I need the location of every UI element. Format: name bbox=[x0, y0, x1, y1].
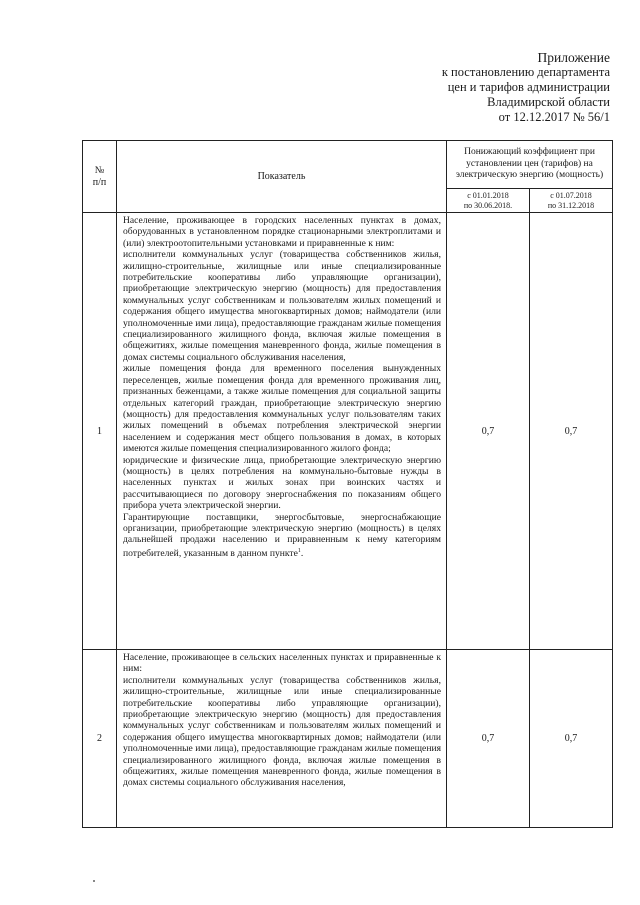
table-row bbox=[83, 650, 613, 828]
header-coefficient: Понижающий коэффициент при установлении цен (тарифов) на электрическую энергию (мощность) bbox=[447, 141, 613, 189]
table-row bbox=[83, 213, 613, 650]
header-line-4: от 12.12.2017 № 56/1 bbox=[498, 110, 610, 124]
header-title: Приложение bbox=[537, 50, 610, 65]
paragraph: Гарантирующие поставщики, энергосбытовые, энергоснабжающие организации, приобретающие электрическую энергию (мощность) в целях дальнейшей продажи населению и приравненным к нему категориям потребителей, указанным в данном пункте$^1$. bbox=[123, 511, 441, 559]
header-number: № п/п bbox=[83, 141, 117, 213]
coefficients-table bbox=[82, 140, 613, 828]
header-line-2: цен и тарифов администрации bbox=[447, 80, 610, 94]
paragraph: юридические и физические лица, приобретающие электрическую энергию (мощность) в целях потребления на коммунально-бытовые нужды в населенных пунктах и жилых зонах при воинских частях и рассчитывающиеся по договору энергоснабжения по показаниям общего прибора учета электрической энергии. bbox=[123, 454, 441, 512]
row-number: 2 bbox=[83, 650, 117, 828]
row-value-period-2: 0,7 bbox=[530, 650, 613, 828]
header-line-1: к постановлению департамента bbox=[441, 65, 610, 79]
header-indicator: Показатель bbox=[117, 141, 447, 213]
header-period-2: с 01.07.2018 по 31.12.2018 bbox=[530, 189, 613, 213]
row-value-period-2: 0,7 bbox=[530, 213, 613, 650]
row-indicator-text bbox=[117, 213, 447, 650]
paragraph-text: Гарантирующие поставщики, энергосбытовые, энергоснабжающие организации, приобретающие электрическую энергию (мощность) в целях дальнейшей продажи населению и приравненным к нему категориям потребителей, указанным в данном пункте bbox=[123, 511, 441, 559]
paragraph: Население, проживающее в сельских населенных пунктах и приравненные к ним: bbox=[123, 652, 441, 675]
paragraph: Население, проживающее в городских населенных пунктах в домах, оборудованных в установленном порядке стационарными электроплитами и (или) электроотопительными установками и приравненные к ним: bbox=[123, 215, 441, 249]
scan-speck bbox=[93, 880, 95, 882]
header-line-3: Владимирской области bbox=[487, 95, 610, 109]
paragraph: исполнители коммунальных услуг (товарищества собственников жилья, жилищно-строительные, жилищные или иные специализированные потребительские кооперативы либо управляющие организации), приобретающие электрическую энергию (мощность) для предоставления коммунальных услуг собственникам и пользователям жилых помещений и содержания общего имущества многоквартирных домов; наймодатели (или уполномоченные ими лица), предоставляющие гражданам жилые помещения специализированного жилищного фонда, включая жилые помещения в общежитиях, жилые помещения маневренного фонда, жилые помещения в домах системы социального обслуживания населения, bbox=[123, 249, 441, 363]
header-period-1: с 01.01.2018 по 30.06.2018. bbox=[447, 189, 530, 213]
row-indicator-text bbox=[117, 650, 447, 828]
row-value-period-1: 0,7 bbox=[447, 650, 530, 828]
row-number: 1 bbox=[83, 213, 117, 650]
paragraph: жилые помещения фонда для временного поселения вынужденных переселенцев, жилые помещения фонда для временного проживания лиц, признанных беженцами, а также жилые помещения для социальной защиты отдельных категорий граждан, приобретающие электрическую энергию (мощность) для предоставления коммунальных услуг пользователям таких жилых помещений в объемах потребления электрической энергии населением и содержания мест общего пользования в домах, в которых имеются жилые помещения специализированного жилого фонда; bbox=[123, 363, 441, 455]
paragraph: исполнители коммунальных услуг (товарищества собственников жилья, жилищно-строительные, жилищные или иные специализированные потребительские кооперативы либо управляющие организации), приобретающие электрическую энергию (мощность) для предоставления коммунальных услуг собственникам и пользователям жилых помещений и содержания общего имущества многоквартирных домов; наймодатели (или уполномоченные ими лица), предоставляющие гражданам жилые помещения специализированного жилищного фонда, включая жилые помещения в общежитиях, жилые помещения маневренного фонда, жилые помещения в домах системы социального обслуживания населения, bbox=[123, 674, 441, 789]
footnote-mark: 1 bbox=[297, 547, 301, 554]
row-value-period-1: 0,7 bbox=[447, 213, 530, 650]
document-header bbox=[350, 50, 610, 125]
